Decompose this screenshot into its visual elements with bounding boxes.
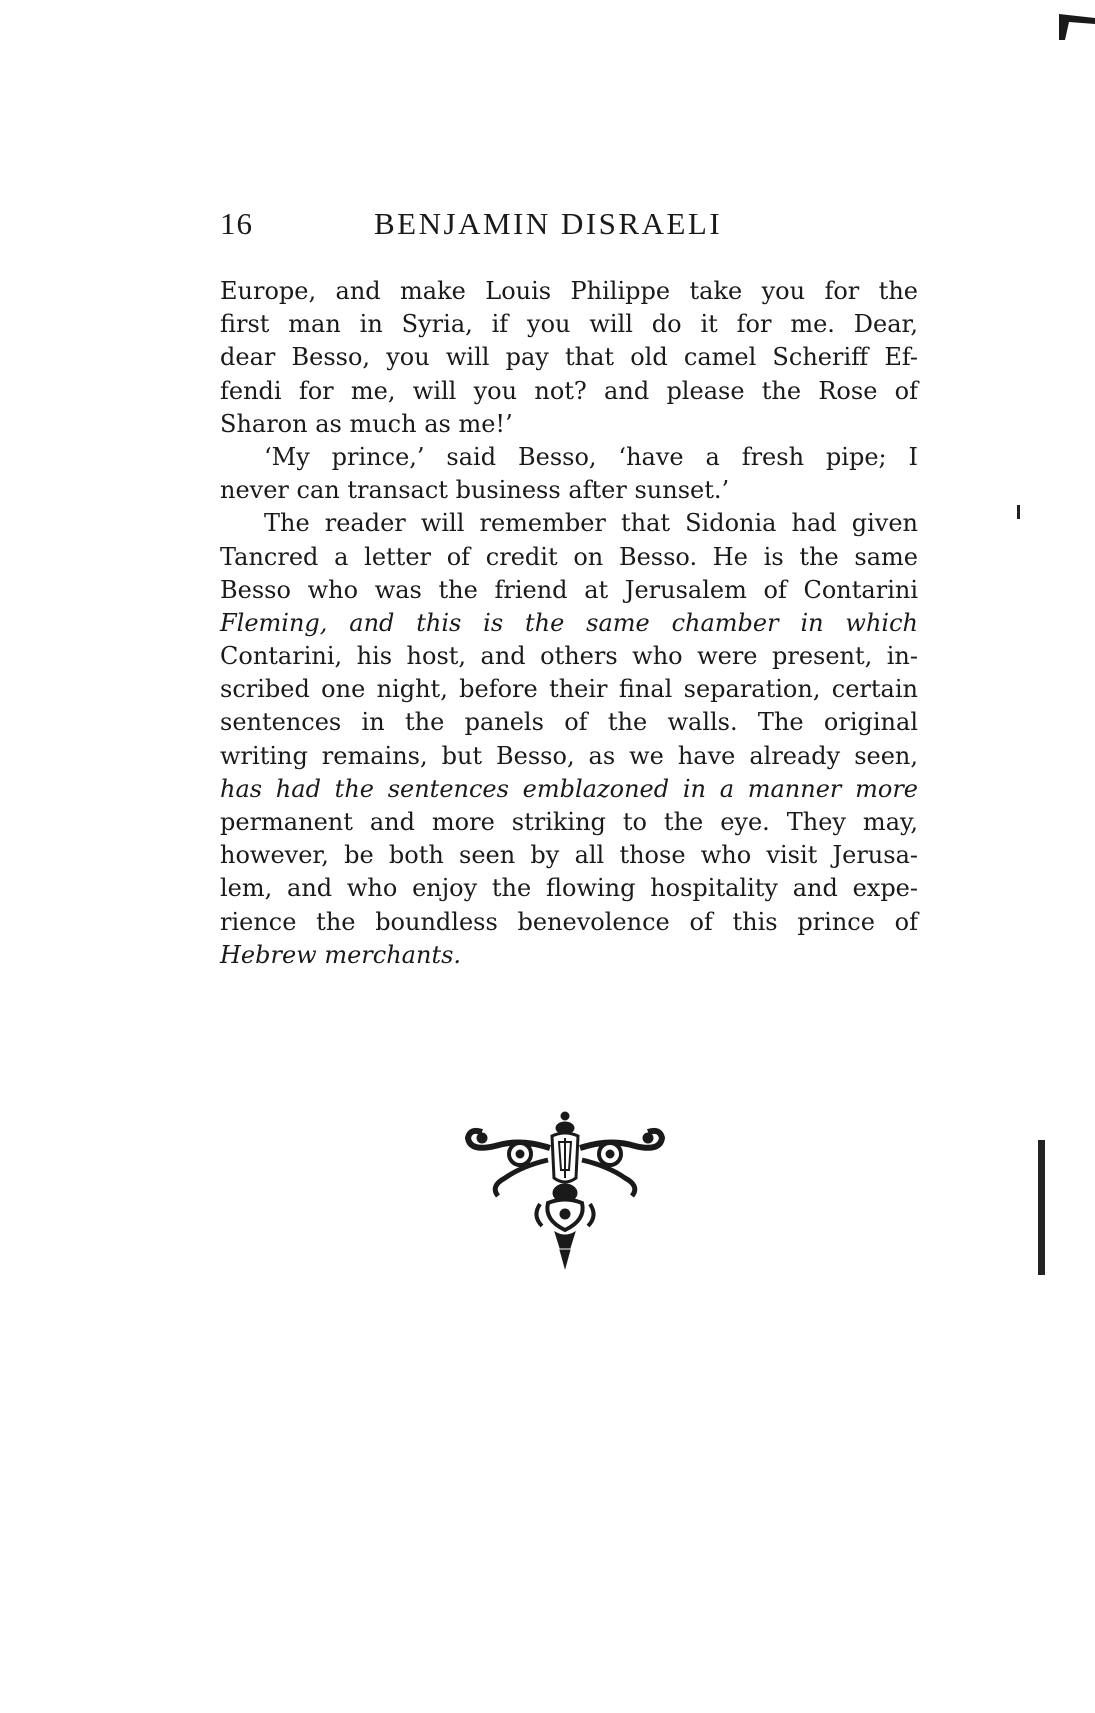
text-line: writing remains, but Besso, as we have already seen, [220,741,918,770]
page-number: 16 [220,206,253,241]
text-line: never can transact business after sunset.’ [220,476,730,505]
corner-mark-icon [1055,10,1095,40]
text-line: first man in Syria, if you will do it for me. Dear, [220,310,918,339]
text-line: Sharon as much as me!’ [220,409,513,438]
text-line: however, be both seen by all those who visit Jerusa- [220,841,918,870]
text-line: dear Besso, you will pay that old camel Scheriff Ef- [220,343,918,372]
text-line: Europe, and make Louis Philippe take you for the [220,277,918,305]
text-line: rience the boundless benevolence of this prince of [220,907,918,936]
text-line: Besso who was the friend at Jerusalem of Contarini [220,575,918,604]
body-text [220,275,918,972]
text-line: The reader will remember that Sidonia had given [264,509,918,538]
text-line: sentences in the panels of the walls. The original [220,708,918,737]
edge-mark [1038,1140,1045,1275]
running-title: BENJAMIN DISRAELI [374,206,723,241]
text-line: ‘My prince,’ said Besso, ‘have a fresh pipe; I [264,442,918,471]
edge-tick [1017,505,1020,519]
text-line: lem, and who enjoy the flowing hospitality and expe- [220,874,918,903]
text-line: Hebrew merchants. [220,940,462,969]
text-line: Fleming, and this is the same chamber in which [220,608,918,637]
running-head [220,206,920,246]
text-line: permanent and more striking to the eye. They may, [220,808,918,836]
text-line: Tancred a letter of credit on Besso. He is the same [220,542,918,571]
text-line: fendi for me, will you not? and please the Rose of [220,376,918,405]
floral-tailpiece-icon [460,1108,670,1273]
text-line: scribed one night, before their final separation, certain [220,675,918,704]
text-line: has had the sentences emblazoned in a manner more [220,774,918,803]
text-line: Contarini, his host, and others who were present, in- [220,642,918,671]
